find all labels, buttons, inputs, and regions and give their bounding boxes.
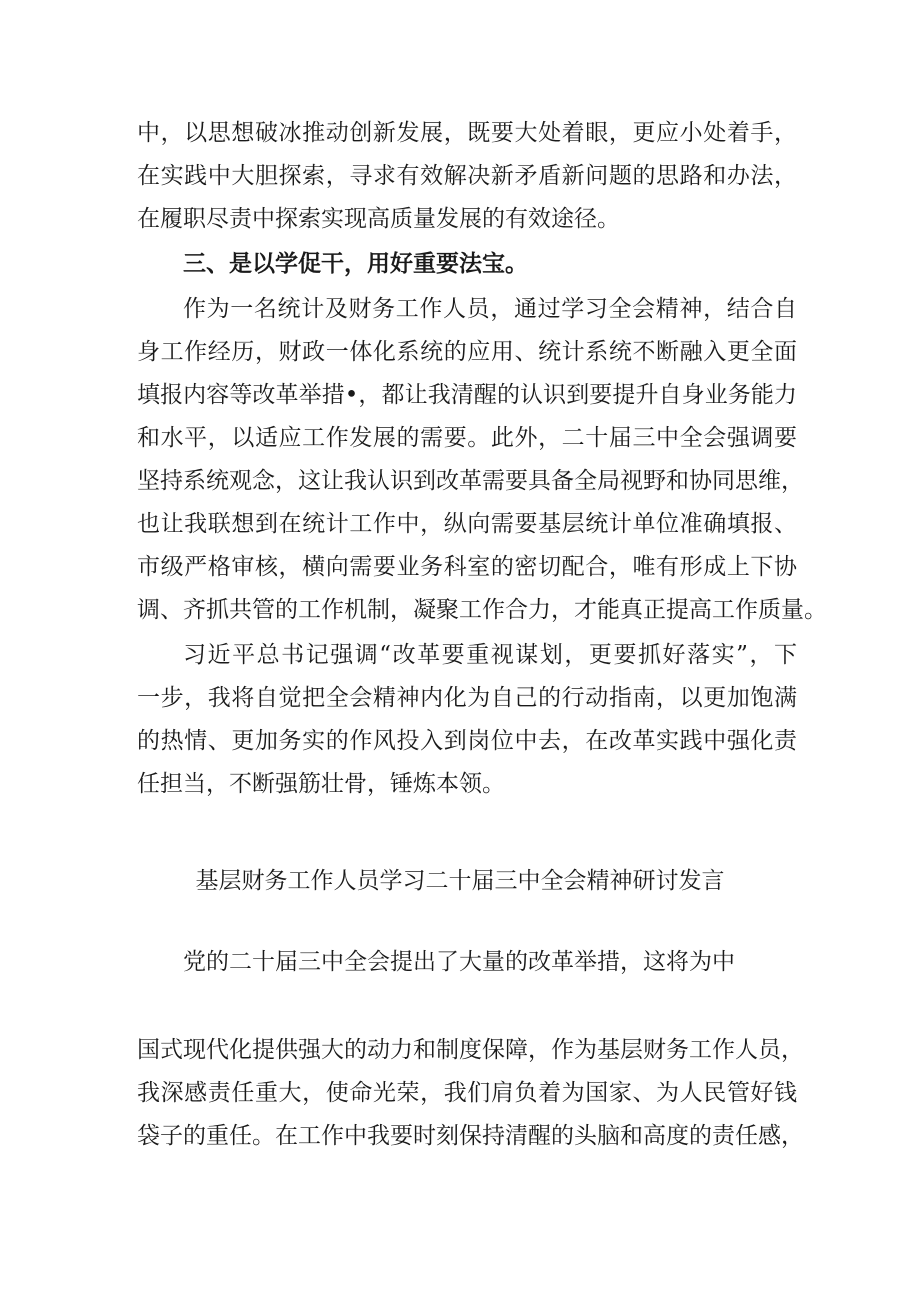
paragraph-line: 袋子的重任。在工作中我要时刻保持清醒的头脑和高度的责任感，: [137, 1123, 804, 1149]
paragraph-line: 和水平，以适应工作发展的需要。此外，二十届三中全会强调要: [137, 425, 797, 451]
paragraph-line: 调、齐抓共管的工作机制，凝聚工作合力，才能真正提高工作质量。: [137, 597, 827, 623]
section-heading: 三、是以学促干，用好重要法宝。: [183, 251, 528, 277]
paragraph-line: 在履职尽责中探索实现高质量发展的有效途径。: [137, 206, 620, 232]
paragraph-line: 也让我联想到在统计工作中，纵向需要基层统计单位准确填报、: [137, 511, 797, 537]
paragraph-line: 我深感责任重大，使命光荣，我们肩负着为国家、为人民管好钱: [137, 1080, 797, 1106]
paragraph-line: 习近平总书记强调“改革要重视谋划，更要抓好落实”，下: [183, 642, 797, 668]
paragraph-line: 坚持系统观念，这让我认识到改革需要具备全局视野和协同思维，: [137, 468, 804, 494]
paragraph-line: 任担当，不断强筋壮骨，锤炼本领。: [137, 771, 505, 797]
paragraph-line: 国式现代化提供强大的动力和制度保障，作为基层财务工作人员，: [137, 1037, 804, 1063]
paragraph-line: 一步，我将自觉把全会精神内化为自己的行动指南，以更加饱满: [137, 685, 797, 711]
paragraph-line: 党的二十届三中全会提出了大量的改革举措，这将为中: [183, 949, 735, 975]
paragraph-line: 的热情、更加务实的作风投入到岗位中去，在改革实践中强化责: [137, 728, 797, 754]
paragraph-line: 在实践中大胆探索，寻求有效解决新矛盾新问题的思路和办法，: [137, 163, 797, 189]
paragraph-line: 中，以思想破冰推动创新发展，既要大处着眼，更应小处着手，: [137, 120, 797, 146]
paragraph-line: 身工作经历，财政一体化系统的应用、统计系统不断融入更全面: [137, 339, 797, 365]
section-title: 基层财务工作人员学习二十届三中全会精神研讨发言: [195, 868, 725, 894]
paragraph-line: 填报内容等改革举措•，都让我清醒的认识到要提升自身业务能力: [137, 382, 797, 408]
paragraph-line: 作为一名统计及财务工作人员，通过学习全会精神，结合自: [183, 296, 797, 322]
paragraph-line: 市级严格审核，横向需要业务科室的密切配合，唯有形成上下协: [137, 554, 797, 580]
